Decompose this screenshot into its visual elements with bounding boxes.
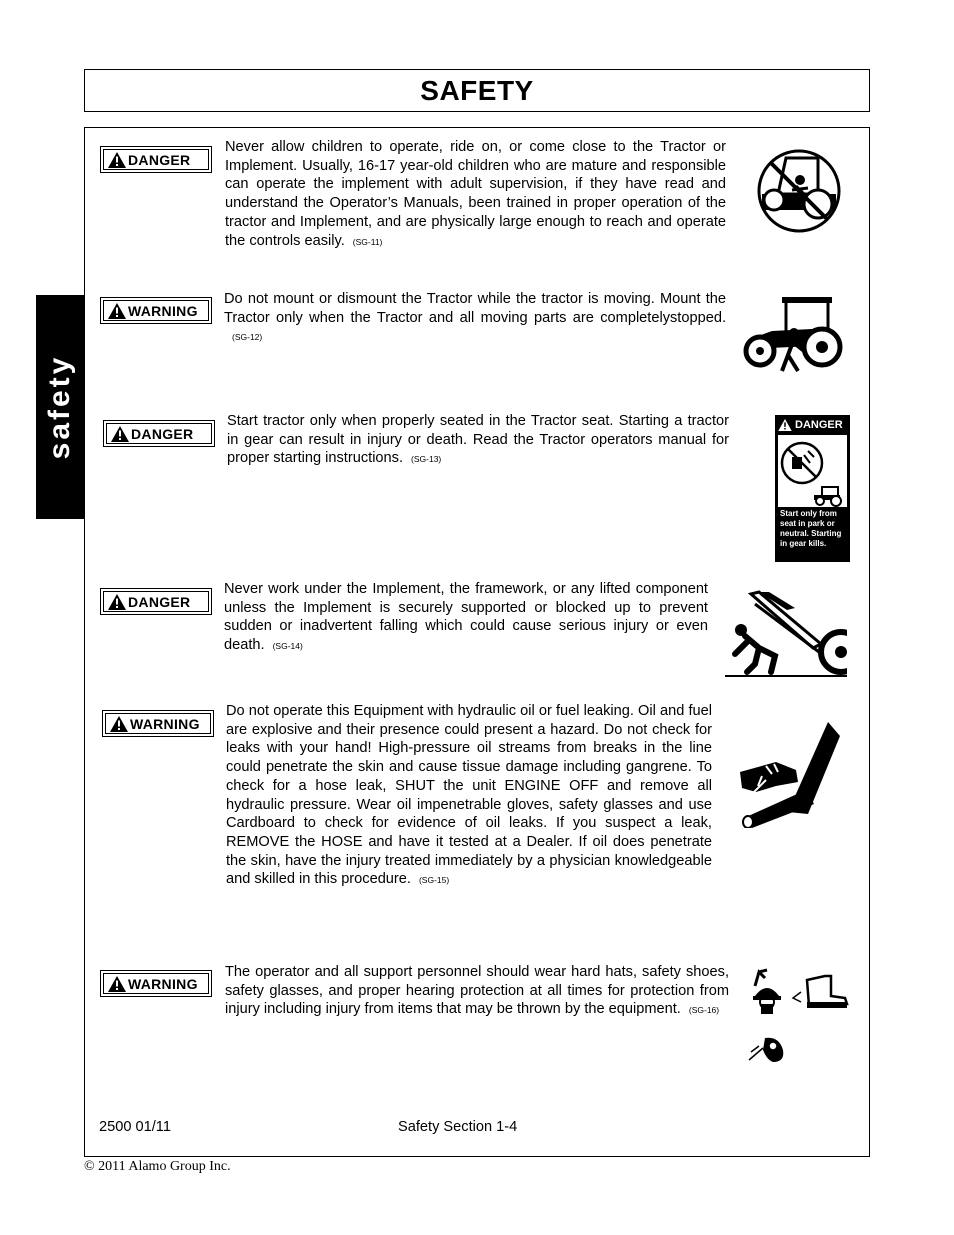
message-code: (SG-15): [418, 875, 450, 886]
alert-triangle-icon: [108, 594, 126, 610]
message-text: Do not operate this Equipment with hydraulic oil or fuel leaking. Oil and fuel are explosive and their presence could present a hazard. Do not check for leaks with your hand! High-pressure oil streams from breaks in the line could penetrate the skin and cause tissue damage including gangrene. To check for a hose leak, SHUT the unit ENGINE OFF and remove all hydraulic pressure. Wear oil impenetrable gloves, safety glasses and use Cardboard to check for evidence of oil leaks. If you suspect a leak, REMOVE the HOSE and have it tested at a Dealer. If oil does penetrate the skin, have the injury treated immediately by a physician knowledgeable and skilled in this procedure.: [226, 703, 712, 888]
message-code: (SG-12): [232, 332, 263, 343]
message-code: (SG-13): [411, 454, 442, 465]
no-children-icon: [756, 148, 842, 234]
message-text: Never work under the Implement, the framework, or any lifted component unless the Implement is securely supported or blocked up to prevent sudden or inadvertent falling which could cause serious injury or even death.: [224, 581, 708, 654]
side-tab-label: safety: [43, 354, 76, 460]
signal-word: WARNING: [130, 715, 200, 732]
side-tab: [36, 295, 84, 519]
header-box: [84, 69, 870, 112]
warning-label: [100, 297, 212, 324]
message-text: Never allow children to operate, ride on, or come close to the Tractor or Implement. Usually, 16-17 year-old children who are mature and responsible can operate the implement with adult supervision, if they have read and understand the Operator’s Manuals, been trained in proper operation of the tractor and Implement, and are physically large enough to reach and operate the controls easily.: [225, 139, 726, 249]
decal-text: Start only from seat in park or neutral. Starting in gear kills.: [780, 509, 842, 548]
danger-label: [103, 420, 215, 447]
message-code: (SG-11): [352, 236, 383, 247]
alert-triangle-icon: [111, 426, 129, 442]
alert-triangle-icon: [110, 716, 128, 732]
danger-label: [100, 146, 212, 173]
message-text: The operator and all support personnel should wear hard hats, safety shoes, safety glasses, and proper hearing protection at all times for protection from injury including injury from items that may be thrown by the equipment.: [225, 964, 729, 1018]
page-title: SAFETY: [420, 75, 534, 106]
crush-hazard-icon: [725, 590, 847, 680]
message-text: Start tractor only when properly seated in the Tractor seat. Starting a tractor in gear can result in injury or death. Read the Tractor operators manual for proper starting instructions.: [227, 413, 729, 467]
signal-word: WARNING: [128, 302, 198, 319]
safety-message: [226, 702, 712, 890]
copyright: © 2011 Alamo Group Inc.: [84, 1159, 231, 1174]
footer-model-date: 2500 01/11: [99, 1119, 171, 1135]
decal-title: DANGER: [795, 418, 843, 431]
safety-message: [224, 580, 708, 656]
alert-triangle-icon: [108, 152, 126, 168]
signal-word: WARNING: [128, 975, 198, 992]
message-code: (SG-16): [688, 1005, 720, 1016]
safety-message: [225, 963, 729, 1020]
message-code: (SG-14): [272, 641, 303, 652]
danger-label: [100, 588, 212, 615]
safety-message: [227, 412, 729, 469]
safety-message: [224, 290, 726, 347]
ppe-icon: [745, 966, 849, 1066]
message-text: Do not mount or dismount the Tractor while the tractor is moving. Mount the Tractor only when the Tractor and all moving parts are completelystopped.: [224, 291, 726, 326]
safety-message: [225, 138, 726, 251]
alert-triangle-icon: [108, 976, 126, 992]
warning-label: [100, 970, 212, 997]
danger-decal-icon: [775, 415, 850, 562]
footer-section: Safety Section 1-4: [398, 1119, 518, 1135]
alert-triangle-icon: [778, 419, 792, 431]
hydraulic-leak-icon: [736, 720, 842, 828]
decal-header: [775, 417, 850, 432]
alert-triangle-icon: [108, 303, 126, 319]
signal-word: DANGER: [128, 593, 191, 610]
decal-pictogram: [778, 435, 847, 507]
signal-word: DANGER: [131, 425, 194, 442]
tractor-fall-icon: [742, 293, 846, 377]
warning-label: [102, 710, 214, 737]
signal-word: DANGER: [128, 151, 191, 168]
